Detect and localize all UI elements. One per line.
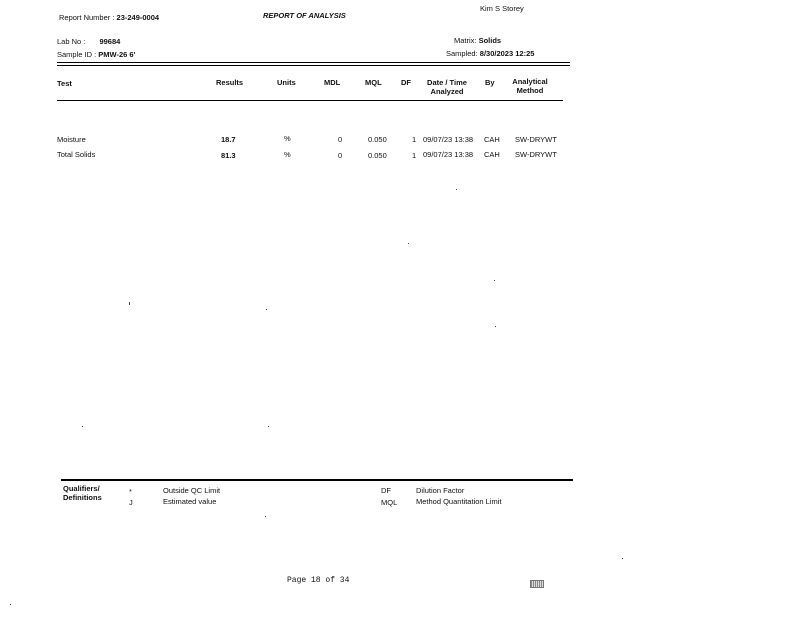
col-results: Results [216, 78, 244, 87]
row1-result: 18.7 [221, 135, 236, 144]
row2-test: Total Solids [57, 150, 96, 159]
lab-no: 99684 [99, 37, 121, 46]
col-method-line2: Method [516, 86, 544, 95]
qualifier-symbol-outside-qc: * [129, 487, 132, 496]
page-number: Page 18 of 34 [287, 576, 350, 585]
scan-speck [495, 326, 496, 327]
report-number-line [59, 13, 159, 22]
row2-datetime: 09/07/23 13:38 [423, 150, 474, 159]
row1-mdl: 0 [338, 135, 343, 144]
scan-speck [268, 426, 269, 427]
qualifiers-label-line2: Definitions [63, 493, 102, 502]
matrix-label: Matrix: [454, 36, 477, 45]
scan-speck [129, 302, 130, 305]
sampled-label: Sampled: [446, 49, 478, 58]
matrix-line [454, 36, 501, 45]
row1-test: Moisture [57, 135, 86, 144]
scan-speck [456, 189, 457, 190]
scan-speck [408, 243, 409, 244]
row1-df: 1 [412, 135, 417, 144]
row2-by: CAH [484, 150, 500, 159]
row1-mql: 0.050 [368, 135, 387, 144]
row2-units: % [284, 150, 291, 159]
scan-speck [622, 558, 623, 559]
scan-speck [265, 516, 266, 517]
lab-no-line [57, 37, 120, 46]
qualifier-symbol-mql: MQL [381, 498, 398, 507]
scan-speck [82, 426, 83, 427]
col-method [505, 77, 555, 95]
col-datetime [420, 78, 474, 96]
col-method-line1: Analytical [512, 77, 548, 86]
lab-no-label: Lab No : [57, 37, 86, 46]
header-rule-bottom [57, 65, 570, 66]
col-mdl: MDL [324, 78, 341, 87]
qualifier-symbol-df: DF [381, 486, 391, 495]
sample-id-label: Sample ID : [57, 50, 97, 59]
matrix-value: Solids [478, 36, 502, 45]
client-name: Kim S Storey [480, 4, 524, 13]
qualifier-text-df: Dilution Factor [416, 486, 465, 495]
qualifier-text-mql: Method Quantitation Limit [416, 497, 502, 506]
row1-datetime: 09/07/23 13:38 [423, 135, 474, 144]
sampled-value: 8/30/2023 12:25 [479, 49, 535, 58]
footer-rule [61, 479, 573, 481]
row2-method: SW-DRYWT [515, 150, 557, 159]
col-datetime-line2: Analyzed [430, 87, 464, 96]
qualifiers-label [63, 484, 102, 502]
row2-result: 81.3 [221, 151, 236, 160]
sample-id: PMW-26 6' [98, 50, 136, 59]
column-header-rule [57, 100, 563, 101]
report-number: 23-249-0004 [116, 13, 160, 22]
scan-speck [494, 280, 495, 281]
col-test: Test [57, 79, 72, 88]
sampled-line [446, 49, 534, 58]
row1-units: % [284, 134, 291, 143]
report-title: REPORT OF ANALYSIS [263, 11, 346, 20]
sample-id-line [57, 50, 135, 59]
col-by: By [485, 78, 495, 87]
scan-speck [266, 309, 267, 310]
row2-mql: 0.050 [368, 151, 387, 160]
qualifiers-label-line1: Qualifiers/ [63, 484, 100, 493]
row1-by: CAH [484, 135, 500, 144]
col-units: Units [277, 78, 296, 87]
col-mql: MQL [365, 78, 382, 87]
scan-speck [10, 604, 11, 605]
stamp-mark [530, 580, 544, 588]
qualifier-symbol-estimated: J [129, 498, 133, 507]
qualifier-text-estimated: Estimated value [163, 497, 217, 506]
row2-mdl: 0 [338, 151, 343, 160]
row1-method: SW-DRYWT [515, 135, 557, 144]
qualifier-text-outside-qc: Outside QC Limit [163, 486, 221, 495]
header-rule-top [57, 62, 570, 63]
col-df: DF [401, 78, 411, 87]
col-datetime-line1: Date / Time [427, 78, 467, 87]
row2-df: 1 [412, 151, 417, 160]
report-number-label: Report Number : [59, 13, 115, 22]
